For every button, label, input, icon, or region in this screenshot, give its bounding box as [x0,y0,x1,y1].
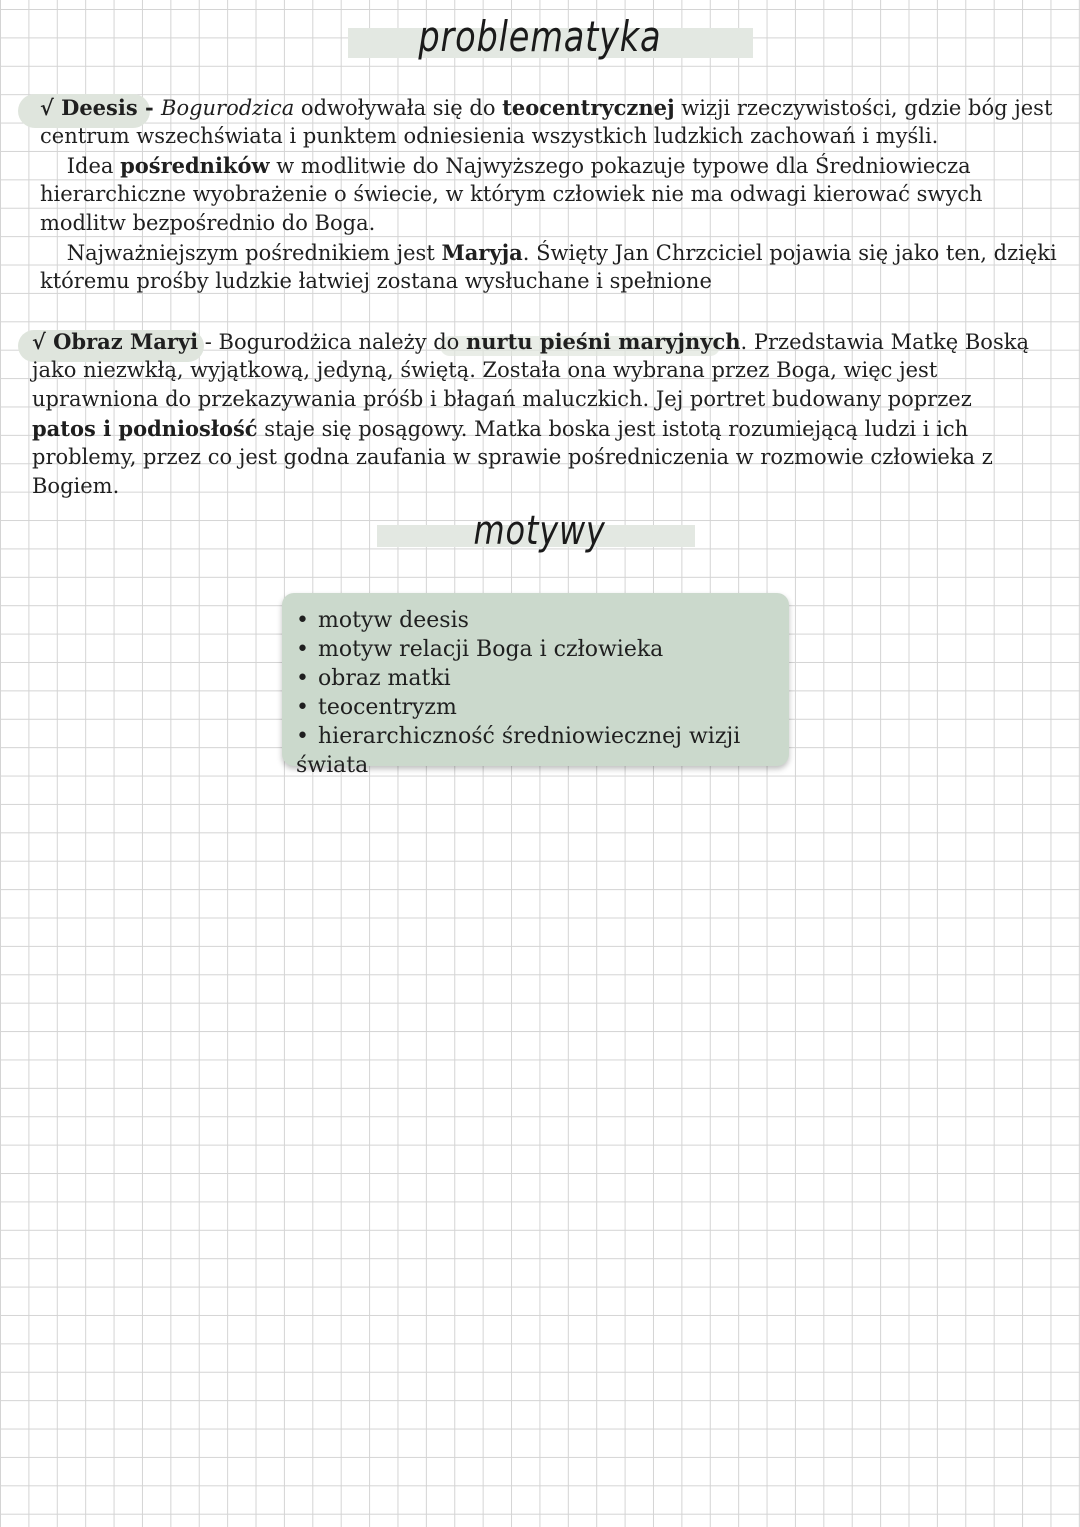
motif-item: • obraz matki [296,664,789,693]
bold-text: patos i podniosłość [32,416,258,441]
text-segment: odwoływała się do [294,96,503,120]
text-segment: wizji rzeczywistości, gdzie bóg jest [674,96,1053,120]
bold-text: √ Obraz Maryi [32,329,199,354]
motifs-box [282,593,789,778]
text-line [32,327,1029,356]
text-line [40,122,1057,151]
text-segment: w modlitwie do Najwyższego pokazuje typowe dla Średniowiecza [269,154,971,178]
text-line [40,93,1057,122]
text-segment: Idea [40,154,121,178]
motif-item: • motyw relacji Boga i człowieka [296,635,789,664]
text-segment: Bogiem. [32,474,120,498]
heading-motywy: motywy [473,508,607,554]
bold-text: teocentrycznej [502,95,675,120]
text-line [40,267,1057,296]
text-segment: staje się posągowy. Matka boska jest istotą rozumiejącą ludzi i ich [257,417,969,441]
text-segment: . Przedstawia Matkę Boską [740,330,1029,354]
bold-text: √ Deesis - [40,95,162,120]
text-line [40,209,1057,238]
text-segment: któremu prośby ludzkie łatwiej zostana wysłuchane i spełnione [40,269,712,293]
heading-motywy-wrap [0,508,1080,554]
paragraph-obraz-maryi [32,327,1029,501]
paragraph-deesis [40,93,1057,296]
text-line [32,414,1029,443]
text-line [32,356,1029,385]
text-line [40,180,1057,209]
italic-text: Bogurodzica [161,96,295,120]
text-line [40,238,1057,267]
text-line [32,443,1029,472]
text-segment: jako niezwkłą, wyjątkową, jedyną, świętą. Została ona wybrana przez Boga, więc jest [32,358,938,382]
text-segment: Najważniejszym pośrednikiem jest [40,241,442,265]
motif-item: • teocentryzm [296,693,789,722]
text-line [40,151,1057,180]
text-line [32,385,1029,414]
text-segment: uprawniona do przekazywania próśb i błagań maluczkich. Jej portret budowany poprzez [32,387,972,411]
motif-item: • hierarchiczność średniowiecznej wizji świata [296,722,789,780]
heading-problematyka-wrap [0,12,1080,61]
motif-item: • motyw deesis [296,606,789,635]
heading-problematyka: problematyka [418,12,662,61]
bold-text: Maryja [441,240,523,265]
text-segment: problemy, przez co jest godna zaufania w sprawie pośredniczenia w rozmowie człowieka z [32,445,993,469]
bold-text: nurtu pieśni maryjnych [466,329,741,354]
text-segment: . Święty Jan Chrzciciel pojawia się jako ten, dzięki [522,241,1057,265]
text-line [32,472,1029,501]
text-segment: hierarchiczne wyobrażenie o świecie, w którym człowiek nie ma odwagi kierować swych [40,182,983,206]
text-segment: - Bogurodżica należy do [198,330,466,354]
bold-text: pośredników [120,153,270,178]
text-segment: centrum wszechświata i punktem odniesienia wszystkich ludzkich zachowań i myśli. [40,124,939,148]
motifs-list [282,593,789,780]
text-segment: modlitw bezpośrednio do Boga. [40,211,376,235]
